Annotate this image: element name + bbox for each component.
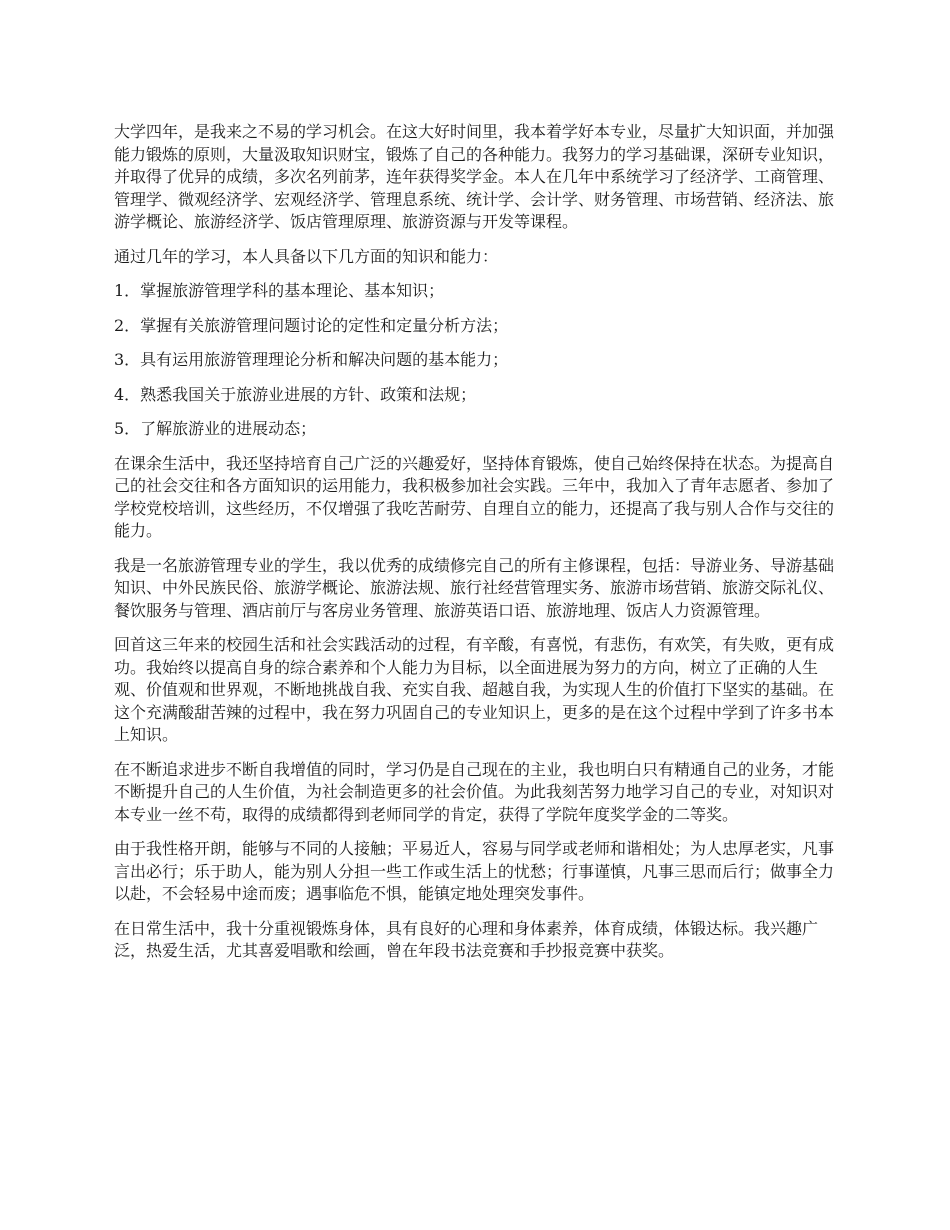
document-body [114,121,840,975]
paragraph-abilities-intro: 通过几年的学习，本人具备以下几方面的知识和能力： [114,246,499,266]
paragraph-extracurricular: 在课余生活中，我还坚持培育自己广泛的兴趣爱好，坚持体育锻炼，使自己始终保持在状态。为提高自己的社会交往和各方面知识的运用能力，我积极参加社会实践。三年中，我加入了青年志愿者、参加了学校党校培训，这些经历，不仅增强了我吃苦耐劳、自理自立的能力，还提高了我与别人合作与交往的能力。 [114,453,835,540]
list-item: 4．熟悉我国关于旅游业进展的方针、政策和法规； [114,384,477,404]
paragraph-personality: 由于我性格开朗，能够与不同的人接触；平易近人，容易与同学或老师和谐相处；为人忠厚老实，凡事言出必行；乐于助人，能为别人分担一些工作或生活上的忧愁；行事谨慎，凡事三思而后行；做事全力以赴，不会轻易中途而废；遇事临危不惧，能镇定地处理突发事件。 [114,839,835,903]
list-item: 3．具有运用旅游管理理论分析和解决问题的基本能力； [114,350,509,369]
list-item: 1．掌握旅游管理学科的基本理论、基本知识； [114,281,445,300]
paragraph-daily-life: 在日常生活中，我十分重视锻炼身体，具有良好的心理和身体素养，体育成绩，体锻达标。我兴趣广泛，热爱生活，尤其喜爱唱歌和绘画，曾在年段书法竞赛和手抄报竞赛中获奖。 [114,918,819,960]
paragraph-progress: 在不断追求进步不断自我增值的同时，学习仍是自己现在的主业，我也明白只有精通自己的业务，才能不断提升自己的人生价值，为社会制造更多的社会价值。为此我刻苦努力地学习自己的专业，对知识对本专业一丝不苟，取得的成绩都得到老师同学的肯定，获得了学院年度奖学金的二等奖。 [114,759,835,824]
list-item: 2．掌握有关旅游管理问题讨论的定性和定量分析方法； [114,315,509,335]
paragraph-reflection: 回首这三年来的校园生活和社会实践活动的过程，有辛酸，有喜悦，有悲伤，有欢笑，有失败，更有成功。我始终以提高自身的综合素养和个人能力为目标，以全面进展为努力的方向，树立了正确的人生观、价值观和世界观，不断地挑战自我、充实自我、超越自我，为实现人生的价值打下坚实的基础。在这个充满酸甜苦辣的过程中，我在努力巩固自己的专业知识上，更多的是在这个过程中学到了许多书本上知识。 [114,635,835,744]
list-item: 5．了解旅游业的进展动态； [114,419,317,438]
paragraph-study-overview: 大学四年，是我来之不易的学习机会。在这大好时间里，我本着学好本专业，尽量扩大知识面，并加强能力锻炼的原则，大量汲取知识财宝，锻炼了自己的各种能力。我努力的学习基础课，深研专业知识，并取得了优异的成绩，多次名列前茅，连年获得奖学金。本人在几年中系统学习了经济学、工商管理、管理学、微观经济学、宏观经济学、管理息系统、统计学、会计学、财务管理、市场营销、经济法、旅游学概论、旅游经济学、饭店管理原理、旅游资源与开发等课程。 [114,122,835,231]
paragraph-courses: 我是一名旅游管理专业的学生，我以优秀的成绩修完自己的所有主修课程，包括：导游业务、导游基础知识、中外民族民俗、旅游学概论、旅游法规、旅行社经营管理实务、旅游市场营销、旅游交际礼仪、餐饮服务与管理、酒店前厅与客房业务管理、旅游英语口语、旅游地理、饭店人力资源管理。 [114,555,835,620]
